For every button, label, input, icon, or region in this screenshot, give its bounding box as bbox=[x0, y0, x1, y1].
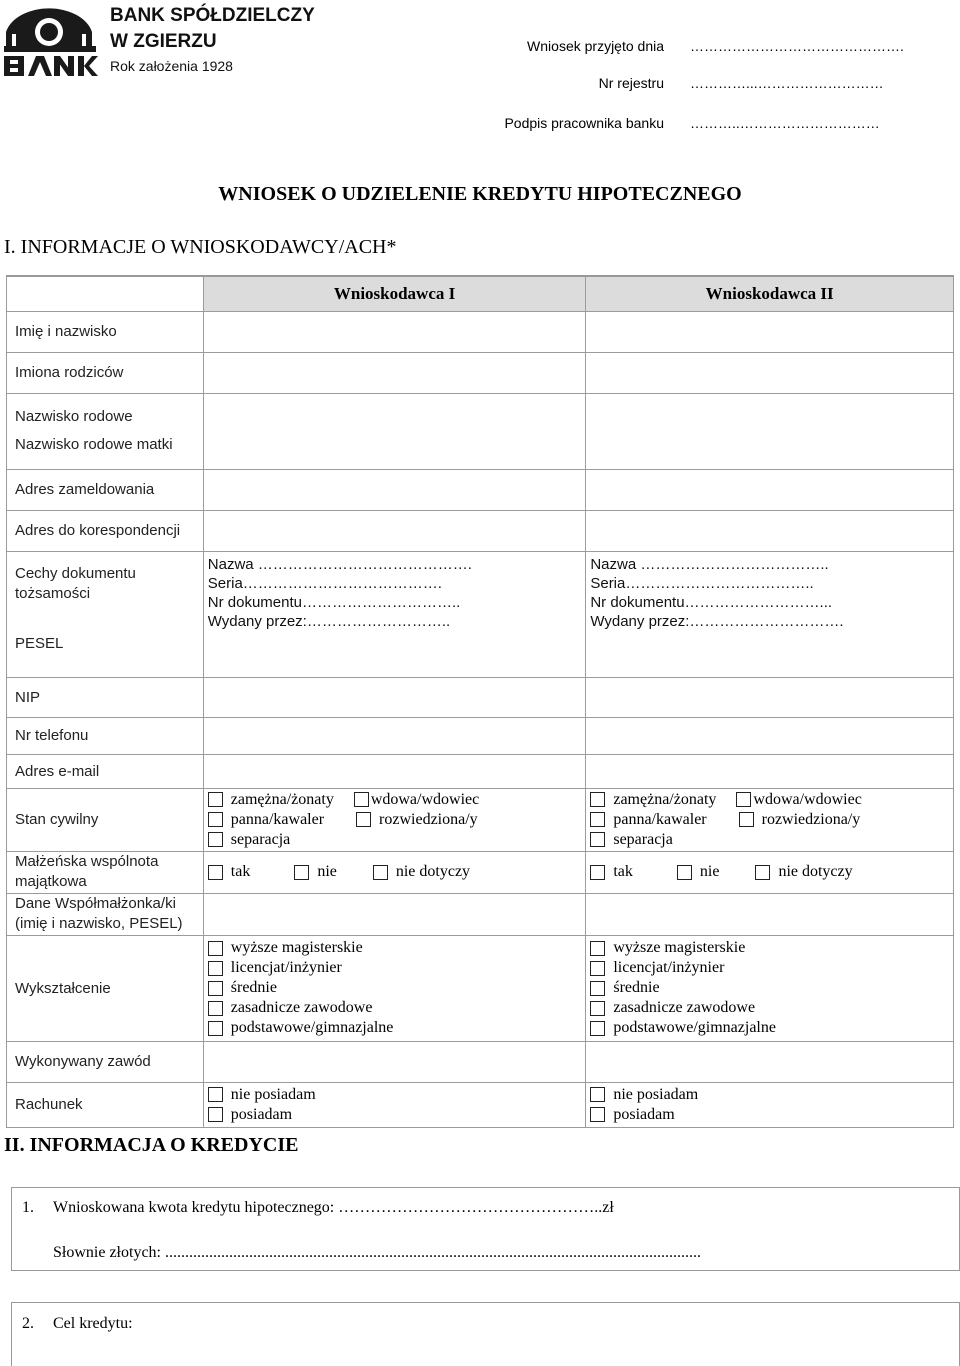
row-label-nip: NIP bbox=[7, 677, 204, 717]
applicant1-edu-secondary-label: średnie bbox=[230, 979, 277, 996]
applicant2-edu-vocational-label: zasadnicze zawodowe bbox=[613, 999, 756, 1016]
applicant1-header: Wnioskodawca I bbox=[203, 276, 586, 311]
applicant1-widowed-checkbox[interactable] bbox=[354, 792, 369, 807]
row-label-id-doc-line2: tożsamości bbox=[15, 584, 91, 602]
applicant1-registered-address-cell[interactable] bbox=[203, 469, 586, 510]
applicant2-family-name-cell[interactable] bbox=[586, 393, 954, 469]
employee-signature-field[interactable]: ………..………………………… bbox=[690, 115, 880, 131]
applicant1-account-has-label: posiadam bbox=[230, 1105, 293, 1123]
row-label-email: Adres e-mail bbox=[7, 754, 204, 788]
applicant1-property-na-label: nie dotyczy bbox=[395, 863, 471, 880]
applicant1-edu-secondary-checkbox[interactable] bbox=[208, 981, 223, 996]
applicant2-married-checkbox[interactable] bbox=[590, 792, 605, 807]
row-label-spouse-line2: (imię i nazwisko, PESEL) bbox=[15, 915, 183, 932]
applicant2-account-has-label: posiadam bbox=[613, 1105, 675, 1123]
loan-amount-words-field[interactable]: Słownie złotych: ...................................................................................................................................... bbox=[53, 1244, 701, 1261]
applicant1-single-checkbox[interactable] bbox=[208, 812, 223, 827]
applicant2-single-label: panna/kawaler bbox=[613, 810, 707, 828]
row-label-property-line1: Małżeńska wspólnota bbox=[15, 853, 159, 870]
applicant2-separated-checkbox[interactable] bbox=[590, 832, 605, 847]
table-row bbox=[7, 352, 954, 393]
register-number-field[interactable]: …………...……………………… bbox=[690, 75, 884, 91]
applicant1-property-yes-label: tak bbox=[230, 863, 251, 880]
applicant2-divorced-label: rozwiedziona/y bbox=[761, 810, 861, 828]
row-label-spouse bbox=[7, 893, 204, 935]
table-row bbox=[7, 851, 954, 893]
row-label-name: Imię i nazwisko bbox=[7, 311, 204, 352]
table-row bbox=[7, 893, 954, 935]
applicant2-single-checkbox[interactable] bbox=[590, 812, 605, 827]
applicant1-parents-cell[interactable] bbox=[203, 352, 586, 393]
applicant1-doc-issuer[interactable]: Wydany przez:……………………….. bbox=[207, 612, 451, 630]
applicant1-divorced-checkbox[interactable] bbox=[356, 812, 371, 827]
applicant2-spouse-cell[interactable] bbox=[586, 893, 954, 935]
applicant1-property-yes-checkbox[interactable] bbox=[208, 865, 223, 880]
table-row bbox=[7, 311, 954, 352]
applicant1-nip-cell[interactable] bbox=[203, 677, 586, 717]
applicant1-edu-vocational-checkbox[interactable] bbox=[208, 1001, 223, 1016]
applicant1-email-cell[interactable] bbox=[203, 754, 586, 788]
section2-title: II. INFORMACJA O KREDYCIE bbox=[4, 1134, 299, 1156]
applicant1-doc-series[interactable]: Seria…………………………………. bbox=[207, 574, 442, 592]
received-date-field[interactable]: ………………………………………. bbox=[690, 38, 904, 54]
applicant2-account-none-checkbox[interactable] bbox=[590, 1087, 605, 1102]
row-label-family-name: Nazwisko rodowe bbox=[15, 408, 133, 425]
applicant2-edu-masters-label: wyższe magisterskie bbox=[613, 939, 746, 956]
applicant2-phone-cell[interactable] bbox=[586, 717, 954, 754]
row-label-spouse-line1: Dane Współmałżonka/ki bbox=[15, 895, 176, 912]
applicant2-property-no-checkbox[interactable] bbox=[677, 865, 692, 880]
applicant2-edu-vocational-checkbox[interactable] bbox=[590, 1001, 605, 1016]
applicant2-nip-cell[interactable] bbox=[586, 677, 954, 717]
applicant2-doc-series[interactable]: Seria……………………………….. bbox=[590, 574, 814, 592]
applicant2-property-cell bbox=[586, 851, 954, 893]
applicant2-account-cell bbox=[586, 1082, 954, 1127]
applicant2-header: Wnioskodawca II bbox=[586, 276, 954, 311]
table-row bbox=[7, 788, 954, 851]
applicant2-education-cell bbox=[586, 935, 954, 1041]
row-label-property-line2: majątkowa bbox=[15, 873, 87, 890]
item1-number: 1. bbox=[22, 1199, 34, 1216]
applicant1-married-checkbox[interactable] bbox=[208, 792, 223, 807]
applicant1-spouse-cell[interactable] bbox=[203, 893, 586, 935]
table-row bbox=[7, 754, 954, 788]
applicant1-widowed-label: wdowa/wdowiec bbox=[370, 790, 480, 808]
applicant1-account-none-label: nie posiadam bbox=[230, 1085, 316, 1103]
applicant1-name-cell[interactable] bbox=[203, 311, 586, 352]
applicant2-edu-bachelors-label: licencjat/inżynier bbox=[613, 959, 725, 976]
row-label-mother-family-name: Nazwisko rodowe matki bbox=[15, 436, 173, 453]
table-row bbox=[7, 1041, 954, 1082]
row-label-family-names bbox=[7, 393, 204, 469]
applicant1-doc-number[interactable]: Nr dokumentu………………………….. bbox=[207, 593, 461, 611]
applicant1-property-cell bbox=[203, 851, 586, 893]
applicant2-property-yes-checkbox[interactable] bbox=[590, 865, 605, 880]
applicant1-edu-vocational-label: zasadnicze zawodowe bbox=[230, 999, 373, 1016]
applicant2-doc-issuer[interactable]: Wydany przez:…………………………. bbox=[590, 612, 844, 630]
row-label-education: Wykształcenie bbox=[7, 935, 204, 1041]
row-label-marital: Stan cywilny bbox=[7, 788, 204, 851]
applicant2-separated-label: separacja bbox=[613, 830, 673, 848]
item2-number: 2. bbox=[22, 1315, 34, 1332]
applicant2-property-yes-label: tak bbox=[613, 863, 633, 880]
applicant2-doc-name[interactable]: Nazwa ……………………………….. bbox=[590, 555, 829, 573]
applicant2-name-cell[interactable] bbox=[586, 311, 954, 352]
applicant1-separated-checkbox[interactable] bbox=[208, 832, 223, 847]
applicant2-divorced-checkbox[interactable] bbox=[739, 812, 754, 827]
applicant1-property-no-label: nie bbox=[317, 863, 337, 880]
applicant1-separated-label: separacja bbox=[230, 830, 291, 848]
applicant1-single-label: panna/kawaler bbox=[230, 810, 325, 828]
register-number-label: Nr rejestru bbox=[598, 75, 664, 91]
applicant1-occupation-cell[interactable] bbox=[203, 1041, 586, 1082]
employee-signature-label: Podpis pracownika banku bbox=[504, 115, 664, 131]
applicant1-doc-name[interactable]: Nazwa ……………………………………. bbox=[207, 555, 472, 573]
applicant1-property-no-checkbox[interactable] bbox=[294, 865, 309, 880]
row-label-id-doc-line1: Cechy dokumentu bbox=[15, 564, 136, 582]
applicant2-edu-secondary-label: średnie bbox=[613, 979, 660, 996]
applicant1-phone-cell[interactable] bbox=[203, 717, 586, 754]
row-label-pesel: PESEL bbox=[15, 634, 64, 652]
table-row bbox=[7, 935, 954, 1041]
table-row bbox=[7, 717, 954, 754]
applicant2-parents-cell[interactable] bbox=[586, 352, 954, 393]
loan-purpose-box bbox=[11, 1302, 960, 1366]
applicant2-doc-number[interactable]: Nr dokumentu………………………... bbox=[590, 593, 833, 611]
applicant2-edu-primary-checkbox[interactable] bbox=[590, 1021, 605, 1036]
applicant1-account-has-checkbox[interactable] bbox=[208, 1107, 223, 1122]
applicant1-edu-bachelors-label: licencjat/inżynier bbox=[230, 959, 342, 976]
applicant2-occupation-cell[interactable] bbox=[586, 1041, 954, 1082]
applicant1-property-na-checkbox[interactable] bbox=[373, 865, 388, 880]
applicant1-divorced-label: rozwiedziona/y bbox=[379, 810, 478, 828]
applicant2-correspondence-cell[interactable] bbox=[586, 510, 954, 551]
row-label-property bbox=[7, 851, 204, 893]
applicant1-marital-cell bbox=[203, 788, 586, 851]
applicant1-edu-primary-label: podstawowe/gimnazjalne bbox=[230, 1019, 394, 1036]
bank-logo bbox=[2, 2, 98, 78]
section1-title: I. INFORMACJE O WNIOSKODAWCY/ACH* bbox=[4, 236, 397, 258]
applicant2-widowed-checkbox[interactable] bbox=[736, 792, 751, 807]
bank-founded-year: Rok założenia 1928 bbox=[110, 58, 233, 74]
applicant2-edu-bachelors-checkbox[interactable] bbox=[590, 961, 605, 976]
applicant2-property-na-checkbox[interactable] bbox=[755, 865, 770, 880]
applicant2-married-label: zamężna/żonaty bbox=[613, 790, 717, 808]
applicant2-email-cell[interactable] bbox=[586, 754, 954, 788]
applicant1-account-cell bbox=[203, 1082, 586, 1127]
applicant2-widowed-label: wdowa/wdowiec bbox=[753, 790, 862, 808]
applicant2-edu-secondary-checkbox[interactable] bbox=[590, 981, 605, 996]
applicant2-marital-cell bbox=[586, 788, 954, 851]
table-row bbox=[7, 1082, 954, 1127]
loan-purpose-label: Cel kredytu: bbox=[53, 1315, 133, 1332]
table-row bbox=[7, 551, 954, 677]
loan-amount-box bbox=[11, 1187, 960, 1271]
applicant2-account-has-checkbox[interactable] bbox=[590, 1107, 605, 1122]
bank-name-line1: BANK SPÓŁDZIELCZY bbox=[110, 5, 315, 26]
applicant1-edu-masters-label: wyższe magisterskie bbox=[230, 939, 363, 956]
applicant1-family-name-cell[interactable] bbox=[203, 393, 586, 469]
applicant1-id-doc-cell[interactable] bbox=[203, 551, 586, 677]
applicant2-edu-masters-checkbox[interactable] bbox=[590, 941, 605, 956]
table-row bbox=[7, 469, 954, 510]
applicant2-property-na-label: nie dotyczy bbox=[778, 863, 853, 880]
applicant1-edu-bachelors-checkbox[interactable] bbox=[208, 961, 223, 976]
row-label-account: Rachunek bbox=[7, 1082, 204, 1127]
applicant2-edu-primary-label: podstawowe/gimnazjalne bbox=[613, 1019, 776, 1036]
applicant1-education-cell bbox=[203, 935, 586, 1041]
table-header-row bbox=[7, 276, 954, 311]
applicant1-edu-primary-checkbox[interactable] bbox=[208, 1021, 223, 1036]
row-label-parents: Imiona rodziców bbox=[7, 352, 204, 393]
table-row bbox=[7, 393, 954, 469]
applicant-table bbox=[6, 275, 954, 1128]
applicant1-correspondence-cell[interactable] bbox=[203, 510, 586, 551]
applicant2-registered-address-cell[interactable] bbox=[586, 469, 954, 510]
row-label-correspondence-address: Adres do korespondencji bbox=[7, 510, 204, 551]
loan-amount-field[interactable]: Wnioskowana kwota kredytu hipotecznego: …………………………………………..zł bbox=[53, 1199, 614, 1216]
applicant1-married-label: zamężna/żonaty bbox=[230, 790, 334, 808]
row-label-id-doc-pesel bbox=[7, 551, 204, 677]
applicant1-edu-masters-checkbox[interactable] bbox=[208, 941, 223, 956]
applicant2-property-no-label: nie bbox=[699, 863, 720, 880]
applicant1-account-none-checkbox[interactable] bbox=[208, 1087, 223, 1102]
table-row bbox=[7, 677, 954, 717]
row-label-phone: Nr telefonu bbox=[7, 717, 204, 754]
bank-name-line2: W ZGIERZU bbox=[110, 31, 217, 52]
applicant2-account-none-label: nie posiadam bbox=[613, 1085, 699, 1103]
row-label-occupation: Wykonywany zawód bbox=[7, 1041, 204, 1082]
applicant2-id-doc-cell[interactable] bbox=[586, 551, 954, 677]
table-row bbox=[7, 510, 954, 551]
received-date-label: Wniosek przyjęto dnia bbox=[527, 38, 664, 54]
row-label-registered-address: Adres zameldowania bbox=[7, 469, 204, 510]
header-blank-cell bbox=[7, 276, 204, 311]
document-title: WNIOSEK O UDZIELENIE KREDYTU HIPOTECZNEGO bbox=[218, 183, 742, 205]
